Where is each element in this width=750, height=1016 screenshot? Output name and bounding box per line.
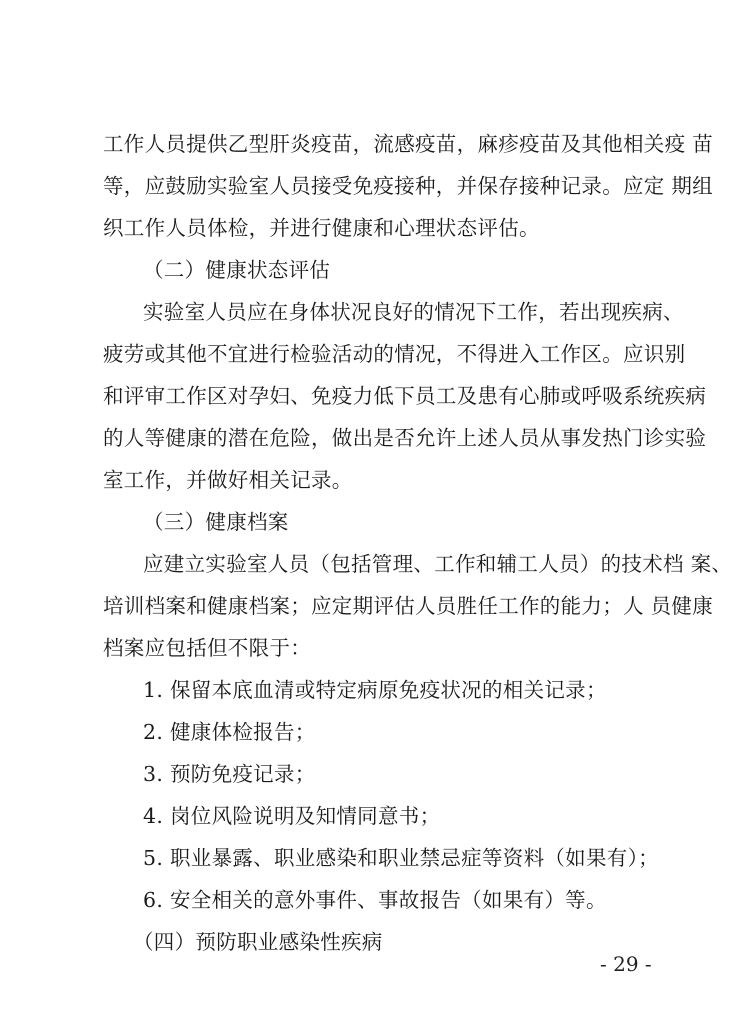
paragraph-line: 档案应包括但不限于：	[103, 636, 311, 660]
paragraph-line: 和评审工作区对孕妇、免疫力低下员工及患有心肺或呼吸系统疾病	[103, 384, 707, 408]
list-item: 1. 保留本底血清或特定病原免疫状况的相关记录；	[143, 678, 607, 702]
page-number: - 29 -	[600, 952, 652, 976]
paragraph-line: 的人等健康的潜在危险，做出是否允许上述人员从事发热门诊实验	[103, 426, 707, 450]
section-heading-health-records: （三）健康档案	[143, 510, 289, 534]
paragraph-line: 疲劳或其他不宜进行检验活动的情况，不得进入工作区。应识别	[103, 342, 686, 366]
list-item: 5. 职业暴露、职业感染和职业禁忌症等资料（如果有）；	[143, 846, 659, 870]
list-item: 2. 健康体检报告；	[143, 720, 316, 744]
paragraph-line: 室工作，并做好相关记录。	[103, 468, 353, 492]
list-item: 3. 预防免疫记录；	[143, 762, 316, 786]
section-heading-health-status: （二）健康状态评估	[143, 258, 331, 282]
list-item: 4. 岗位风险说明及知情同意书；	[143, 804, 441, 828]
paragraph-line: 等，应鼓励实验室人员接受免疫接种，并保存接种记录。应定 期组	[103, 174, 714, 198]
paragraph-line: 应建立实验室人员（包括管理、工作和辅工人员）的技术档 案、	[143, 552, 733, 576]
paragraph-line: 实验室人员应在身体状况良好的情况下工作，若出现疾病、	[143, 300, 684, 324]
section-heading-occupational-infection: （四）预防职业感染性疾病	[133, 930, 383, 954]
paragraph-line: 织工作人员体检，并进行健康和心理状态评估。	[103, 216, 540, 240]
paragraph-line: 培训档案和健康档案；应定期评估人员胜任工作的能力；人 员健康	[103, 594, 714, 618]
paragraph-line: 工作人员提供乙型肝炎疫苗，流感疫苗，麻疹疫苗及其他相关疫 苗	[103, 132, 714, 156]
list-item: 6. 安全相关的意外事件、事故报告（如果有）等。	[143, 888, 607, 912]
